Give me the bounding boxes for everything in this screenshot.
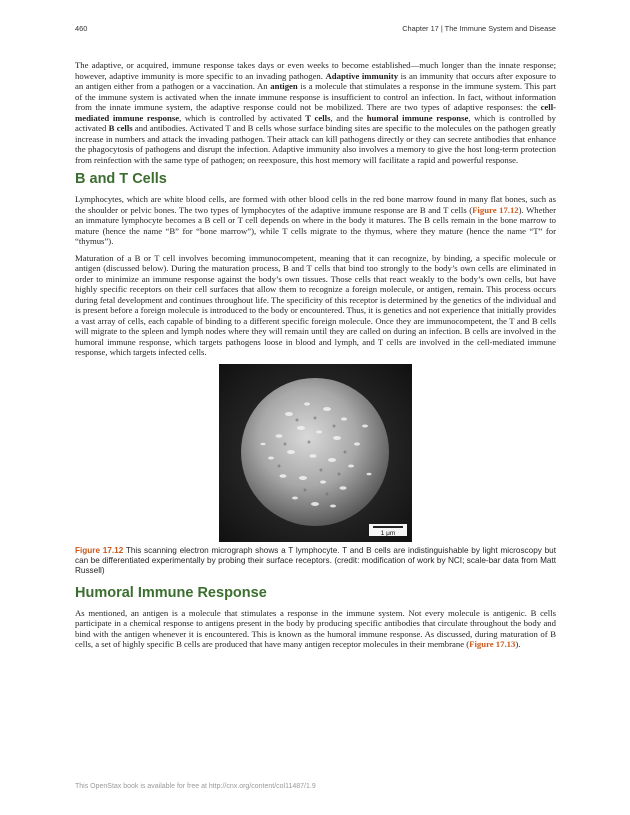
figure-caption: Figure 17.12 This scanning electron micrograph shows a T lymphocyte. T and B cells are indistinguishable by light microscopy but can be differentiated experimentally by probing their surface receptors. (credit: modification of work by NCI; scale-bar data from Matt Russell) <box>75 545 556 576</box>
section-heading-b-t-cells: B and T Cells <box>75 171 167 187</box>
page-number: 460 <box>75 24 88 33</box>
term-b-cells: B cells <box>108 123 133 133</box>
scale-bar-label: 1 μm <box>380 529 396 537</box>
page-footer: This OpenStax book is available for free at http://cnx.org/content/col11487/1.9 <box>75 783 316 790</box>
section-heading-humoral: Humoral Immune Response <box>75 584 267 601</box>
term-adaptive-immunity: Adaptive immunity <box>325 70 399 81</box>
figure-17-13-link[interactable]: Figure 17.13 <box>469 639 516 650</box>
figure-caption-label: Figure 17.12 <box>75 545 124 555</box>
t-lymphocyte-micrograph <box>219 364 412 542</box>
intro-paragraph: The adaptive, or acquired, immune response takes days or even weeks to become established—much longer than the innate response; however, adaptive immunity is more specific to an invading pathogen. Adaptive immunity is an immunity that occurs after exposure to an antigen either from a pathogen or a vaccination. An antigen is a molecule that stimulates a response in the immune system. This part of the immune system is activated when the innate immune response is insufficient to control an infection. In fact, without information from the innate immune system, the adaptive response could not be mobilized. There are two types of adaptive responses: the cell-mediated immune response, which is controlled by activated T cells, and the humoral immune response, which is controlled by activated B cells and antibodies. Activated T and B cells whose surface binding sites are specific to the molecules on the pathogen greatly increase in numbers and attack the invading pathogen. Their attack can kill pathogens directly or they can secrete antibodies that enhance the phagocytosis of pathogens and disrupt the infection. Adaptive immunity also involves a memory to give the host long-term protection from reinfection with the same type of pathogen; on reexposure, this host memory will facilitate a rapid and powerful response. <box>75 60 556 165</box>
term-antigen: antigen <box>270 81 298 91</box>
term-t-cells: T cells <box>305 112 331 123</box>
figure-17-12-link[interactable]: Figure 17.12 <box>472 204 519 215</box>
bt-paragraph-1: Lymphocytes, which are white blood cells, are formed with other blood cells in the red bone marrow found in many flat bones, such as the shoulder or pelvic bones. The two types of lymphocytes of the adaptive immune response are B and T cells (Figure 17.12). Whether an immature lymphocyte becomes a B cell or T cell depends on where in the body it matures. The B cells remain in the bone marrow to mature (hence the name “B” for “bone marrow”), while T cells migrate to the thymus, where they mature (hence the name “T” for “thymus”). <box>75 194 556 246</box>
chapter-title: Chapter 17 | The Immune System and Disease <box>402 24 556 33</box>
term-cell-mediated: cell-mediated immune response <box>75 102 556 123</box>
humoral-paragraph-1: As mentioned, an antigen is a molecule that stimulates a response in the immune system. Not every molecule is antigenic. B cells participate in a chemical response to antigens present in the body by producing specific antibodies that circulate throughout the body and bind with the antigen whenever it is encountered. This is known as the humoral immune response. As discussed, during maturation of B cells, a set of highly specific B cells are produced that have many antigen receptor molecules in their membrane (Figure 17.13). <box>75 607 556 650</box>
term-humoral: humoral immune response <box>366 112 469 123</box>
page-header <box>75 24 556 36</box>
bt-paragraph-2: Maturation of a B or T cell involves becoming immunocompetent, meaning that it can recognize, by binding, a specific molecule or antigen (discussed below). During the maturation process, B and T cells that bind too strongly to the body’s own cells are eliminated in order to minimize an immune response against the body’s own tissues. Those cells that react weakly to the body’s own cells, but have highly specific receptors on their cell surfaces that allow them to recognize a foreign molecule, or antigen, remain. This process occurs during fetal development and continues throughout life. The specificity of this receptor is determined by the genetics of the individual and is present before a foreign molecule is introduced to the body or encountered. Thus, it is genetics and not experience that initially provides a vast array of cells, each capable of binding to a different specific foreign molecule. Once they are immunocompetent, the T and B cells will migrate to the spleen and lymph nodes where they will remain until they are called on during an infection. B cells are involved in the humoral immune response, which targets pathogens loose in blood and lymph, and T cells are involved in the cell-mediated immune response, which targets infected cells. <box>75 252 556 357</box>
page-content <box>75 60 556 656</box>
